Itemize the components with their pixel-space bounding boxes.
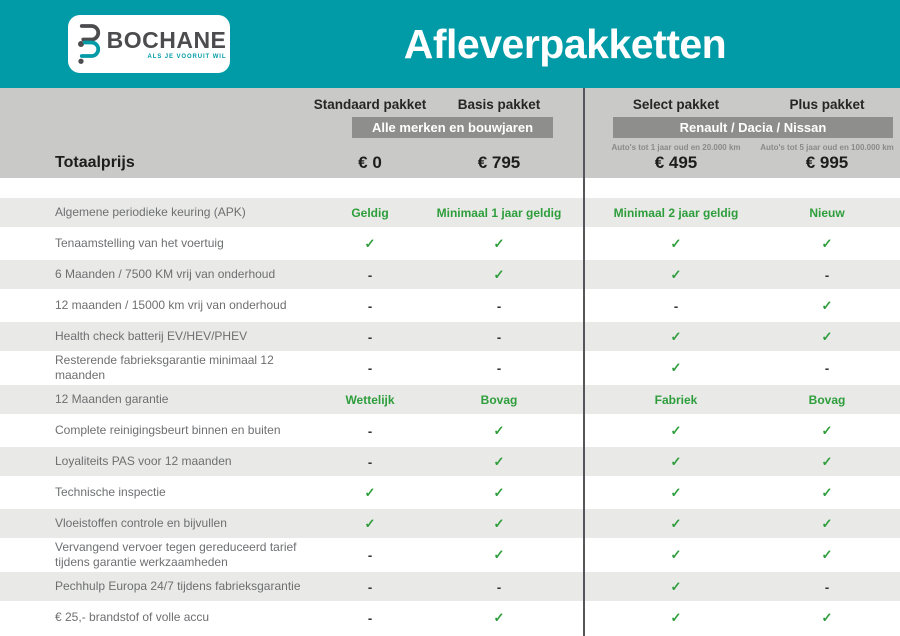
row-label: Tenaamstelling van het voertuig [55,236,224,250]
check-icon: ✓ [821,297,833,313]
dash-icon: - [824,267,830,282]
dash-icon: - [367,267,373,282]
column-title-select: Select pakket [632,97,720,112]
bochane-logo-icon [72,21,102,67]
cell-value: Wettelijk [345,392,395,407]
check-icon: ✓ [670,422,682,438]
check-icon: ✓ [364,484,376,500]
row-label: 12 Maanden garantie [55,392,169,406]
logo-text [106,26,227,60]
row-label: Vloeistoffen controle en bijvullen [55,516,227,530]
check-icon: ✓ [670,266,682,282]
package-header-band [0,88,900,178]
check-icon: ✓ [493,422,505,438]
check-icon: ✓ [821,547,833,562]
check-icon: ✓ [364,515,376,531]
table-row [0,416,900,445]
check-icon: ✓ [670,328,682,344]
check-icon: ✓ [493,609,505,625]
cell-value: Bovag [480,392,518,407]
column-title-basis: Basis pakket [457,97,541,112]
dash-icon: - [367,423,373,438]
check-icon: ✓ [364,235,376,251]
check-icon: ✓ [493,484,505,500]
column-title-plus: Plus pakket [789,97,865,112]
bochane-logo [68,15,230,73]
row-label: 12 maanden / 15000 km vrij van onderhoud [55,298,287,312]
dash-icon: - [367,329,373,344]
table-row [0,447,900,476]
cell-value: Fabriek [654,392,698,407]
row-label: Pechhulp Europa 24/7 tijdens fabrieksgarantie [55,579,301,593]
cell-value: Nieuw [809,205,845,220]
total-price-label: Totaalprijs [55,154,135,171]
check-icon: ✓ [821,609,833,625]
table-row [0,322,900,351]
check-icon: ✓ [821,515,833,531]
table-row [0,603,900,632]
check-icon: ✓ [493,515,505,531]
check-icon: ✓ [670,235,682,251]
table-row [0,540,900,570]
cell-value: Minimaal 2 jaar geldig [613,205,739,220]
dash-icon: - [496,360,502,376]
dash-icon: - [496,579,502,594]
header-bar [0,0,900,88]
check-icon: ✓ [821,484,833,500]
check-icon: ✓ [821,235,833,251]
check-icon: ✓ [821,422,833,438]
dash-icon: - [824,360,830,376]
table-row [0,229,900,258]
table-row [0,260,900,289]
cell-value: Minimaal 1 jaar geldig [436,205,562,220]
price-plus: € 995 [805,153,849,172]
check-icon: ✓ [493,266,505,282]
table-row [0,353,900,383]
cell-value: Bovag [808,392,846,407]
check-icon: ✓ [670,609,682,625]
dash-icon: - [673,298,679,313]
row-label: € 25,- brandstof of volle accu [55,610,210,624]
logo-tagline: ALS JE VOORUIT WIL [147,53,227,60]
check-icon: ✓ [670,515,682,531]
check-icon: ✓ [493,547,505,562]
group-band-renault-dacia-nissan: Renault / Dacia / Nissan [613,117,893,138]
row-label: 6 Maanden / 7500 KM vrij van onderhoud [55,267,276,281]
table-row [0,291,900,320]
column-divider [583,88,585,636]
row-label: Technische inspectie [55,485,166,499]
dash-icon: - [496,329,502,344]
column-title-standaard: Standaard pakket [313,97,427,112]
price-standaard: € 0 [358,153,382,172]
cell-value: Geldig [351,205,389,220]
row-label: Vervangend vervoer tegen gereduceerd tarief tijdens garantie werkzaamheden [55,540,297,569]
column-subtitle-select: Auto's tot 1 jaar oud en 20.000 km [611,143,741,152]
group-band-alle-merken: Alle merken en bouwjaren [352,117,553,138]
row-label: Complete reinigingsbeurt binnen en buiten [55,423,281,437]
check-icon: ✓ [493,453,505,469]
feature-rows [0,198,900,634]
check-icon: ✓ [670,453,682,469]
dash-icon: - [367,579,373,594]
logo-name: BOCHANE [106,26,227,53]
dash-icon: - [367,360,373,376]
table-row [0,509,900,538]
table-row [0,478,900,507]
row-label: Resterende fabrieksgarantie minimaal 12 maanden [55,353,274,382]
check-icon: ✓ [493,235,505,251]
check-icon: ✓ [821,453,833,469]
row-label: Algemene periodieke keuring (APK) [55,205,246,219]
page-title: Afleverpakketten [403,20,727,67]
check-icon: ✓ [670,578,682,594]
dash-icon: - [367,454,373,469]
check-icon: ✓ [670,360,682,375]
table-row [0,198,900,227]
dash-icon: - [496,298,502,313]
table-row [0,572,900,601]
check-icon: ✓ [821,328,833,344]
price-basis: € 795 [477,153,521,172]
check-icon: ✓ [670,484,682,500]
row-label: Loyaliteits PAS voor 12 maanden [55,454,232,468]
dash-icon: - [367,298,373,313]
table-row [0,385,900,414]
check-icon: ✓ [670,547,682,562]
dash-icon: - [367,547,373,563]
dash-icon: - [824,579,830,594]
row-label: Health check batterij EV/HEV/PHEV [55,329,248,343]
dash-icon: - [367,610,373,625]
column-subtitle-plus: Auto's tot 5 jaar oud en 100.000 km [760,143,894,152]
price-select: € 495 [654,153,698,172]
